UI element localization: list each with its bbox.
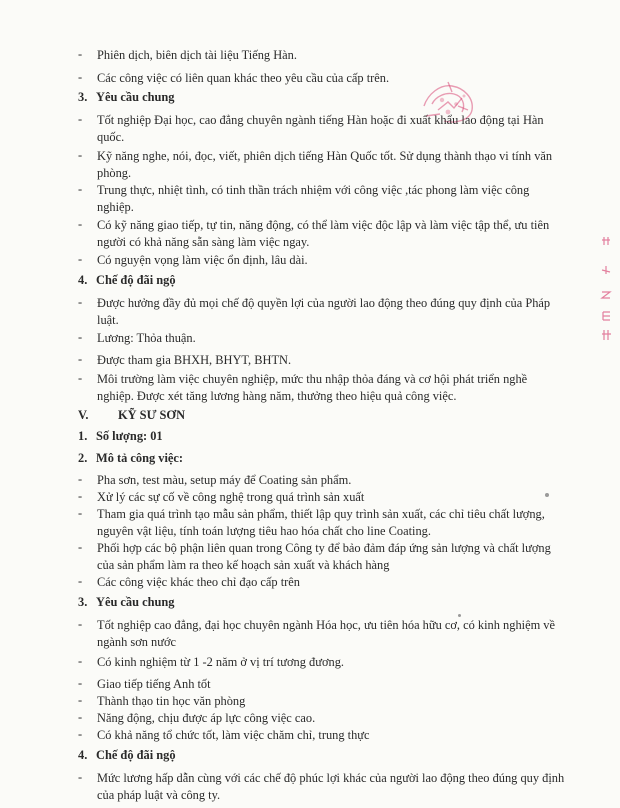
section-title: V. KỸ SƯ SƠN — [78, 408, 186, 422]
section-heading: 3. Yêu cầu chung — [78, 90, 175, 104]
margin-handwriting-icon — [600, 236, 614, 346]
paper-speck — [545, 493, 549, 497]
section-heading: 1. Số lượng: 01 — [78, 429, 163, 443]
section-heading: 4. Chế độ đãi ngộ — [78, 273, 176, 287]
section-heading: 2. Mô tả công việc: — [78, 451, 184, 465]
section-heading: 3. Yêu cầu chung — [78, 595, 175, 609]
section-heading: 4. Chế độ đãi ngộ — [78, 748, 176, 762]
document-page: - Phiên dịch, biên dịch tài liệu Tiếng Hàn. - Các công việc có liên quan khác theo yêu cầu của cấp trên. 3. Yêu cầu chung - Tốt nghiệp Đại học, cao đẳng chuyên ngành tiếng Hàn hoặc đi xuất khẩu lao động tại Hàn quốc. - Kỹ năng nghe, nói, đọc, viết, phiên dịch tiếng Hàn Quốc tốt. Sử dụng thành thạo vi tính văn phòng. - Trung thực, nhiệt tình, có tinh thần trách nhiệm với công việc ,tác phong làm việc công nghiệp. - Có kỹ năng giao tiếp, tự tin, năng động, có thể làm việc độc lập và làm việc tập thể, ưu tiên người có khả năng sẵn sàng làm việc ngay. - Có nguyện vọng làm việc ổn định, lâu dài. 4. Chế độ đãi ngộ - Được hưởng đầy đủ mọi chế độ quyền lợi của người lao động theo đúng quy định của Pháp luật. - Lương: Thỏa thuận. - Được tham gia BHXH, BHYT, BHTN. - Môi trường làm việc chuyên nghiệp, mức thu nhập thỏa đáng và cơ hội phát triển nghề nghiệp. Được xét tăng lương hàng năm, thưởng theo hiệu quả công việc. V. KỸ SƯ SƠN 1. Số lượng: 01 2. Mô tả công việc: - Pha sơn, test màu, setup máy để Coating sản phẩm. - Xử lý các sự cố về công nghệ trong quá trình sản xuất - Tham gia quá trình tạo mẫu sản phẩm, thiết lập quy trình sản xuất, các chỉ tiêu chất lượng, nguyên vật liệu, tính toán lượng tiêu hao hóa chất cho line Coating. - Phối hợp các bộ phận liên quan trong Công ty để bảo đảm đáp ứng sản lượng và chất lượng của sản phẩm làm ra theo kế hoạch sản xuất và khách hàng - Các công việc khác theo chỉ đạo cấp trên 3. Yêu cầu chung - Tốt nghiệp cao đẳng, đại học chuyên ngành Hóa học, ưu tiên hóa hữu cơ, có kinh nghiệm về ngành sơn nước - Có kinh nghiệm từ 1 -2 năm ở vị trí tương đương. - Giao tiếp tiếng Anh tốt - Thành thạo tin học văn phòng - Năng động, chịu được áp lực công việc cao. - Có khả năng tổ chức tốt, làm việc chăm chỉ, trung thực 4. Chế độ đãi ngộ - Mức lương hấp dẫn cùng với các chế độ phúc lợi khác của người lao động theo đúng quy định của pháp luật và công ty. — [0, 0, 620, 808]
